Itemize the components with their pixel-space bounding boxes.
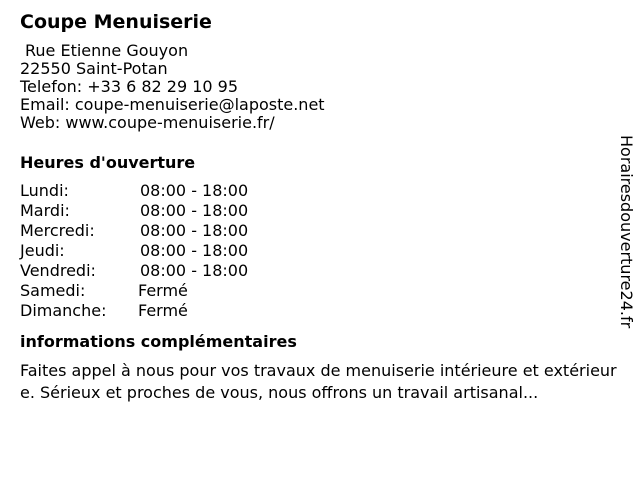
hours-row xyxy=(20,181,610,201)
hours-day: Vendredi: xyxy=(20,261,96,280)
business-card xyxy=(20,10,617,404)
hours-day: Jeudi: xyxy=(20,241,65,260)
hours-day: Dimanche: xyxy=(20,301,107,320)
hours-row xyxy=(20,201,610,221)
email-line: Email: coupe-menuiserie@laposte.net xyxy=(20,95,325,114)
street-address: Rue Etienne Gouyon xyxy=(25,41,189,60)
hours-day: Mardi: xyxy=(20,201,70,220)
business-name: Coupe Menuiserie xyxy=(20,11,212,33)
hours-time: 08:00 - 18:00 xyxy=(140,241,249,260)
address-block xyxy=(20,42,610,132)
info-title: informations complémentaires xyxy=(20,332,297,351)
hours-time: 08:00 - 18:00 xyxy=(140,261,249,280)
web-line: Web: www.coupe-menuiserie.fr/ xyxy=(20,113,275,132)
info-description: Faites appel à nous pour vos travaux de menuiserie intérieure et extérieure. Sérieux et proches de vous, nous offrons un travail artisanal... xyxy=(20,361,617,402)
hours-day: Samedi: xyxy=(20,281,86,300)
hours-table xyxy=(20,181,610,321)
hours-time: Fermé xyxy=(138,301,188,320)
hours-time: Fermé xyxy=(138,281,188,300)
hours-time: 08:00 - 18:00 xyxy=(140,181,249,200)
hours-row xyxy=(20,221,610,241)
hours-row xyxy=(20,281,610,301)
hours-title: Heures d'ouverture xyxy=(20,153,196,172)
hours-row xyxy=(20,301,610,321)
hours-row xyxy=(20,241,610,261)
hours-time: 08:00 - 18:00 xyxy=(140,201,249,220)
city-postal: 22550 Saint-Potan xyxy=(20,59,168,78)
phone-line: Telefon: +33 6 82 29 10 95 xyxy=(20,77,239,96)
hours-row xyxy=(20,261,610,281)
hours-day: Mercredi: xyxy=(20,221,95,240)
hours-time: 08:00 - 18:00 xyxy=(140,221,249,240)
hours-day: Lundi: xyxy=(20,181,69,200)
site-watermark: Horairesdouverture24.fr xyxy=(617,135,636,329)
